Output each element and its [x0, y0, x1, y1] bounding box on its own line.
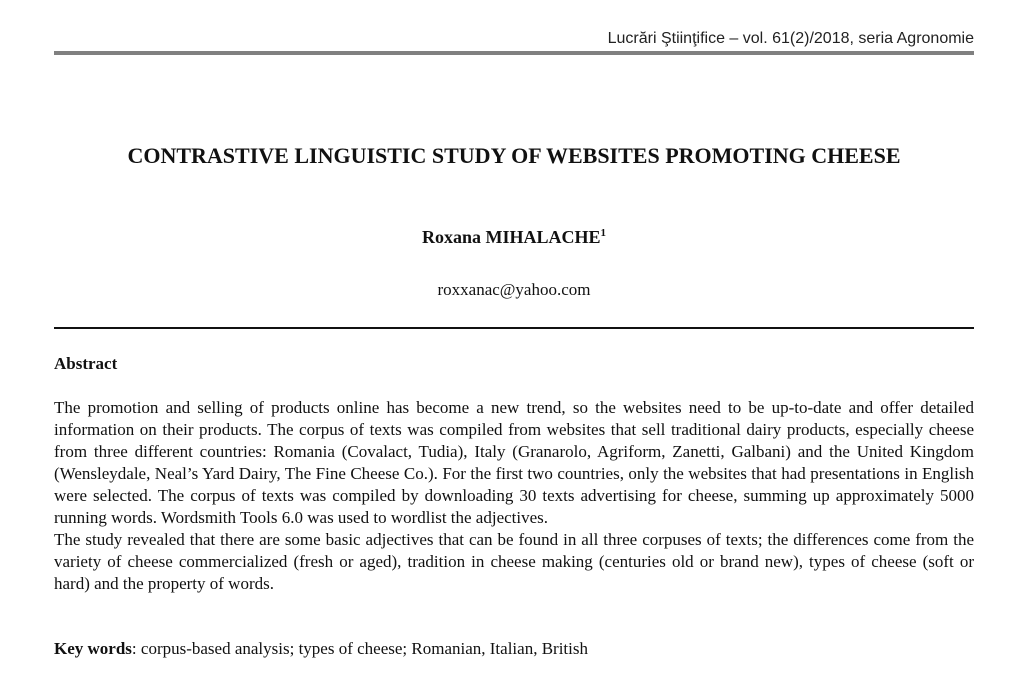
- abstract-paragraph: The study revealed that there are some basic adjectives that can be found in all three corpuses of texts; the differences come from the variety of cheese commercialized (fresh or aged), tradition in cheese making (centuries old or brand new), types of cheese (soft or hard) and the property of words.: [54, 530, 974, 593]
- abstract-paragraph: The promotion and selling of products online has become a new trend, so the websites need to be up-to-date and offer detailed information on their products. The corpus of texts was compiled from websites that sell traditional dairy products, especially cheese from three different countries: Romania (Covalact, Tudia), Italy (Granarolo, Agriform, Zanetti, Galbani) and the United Kingdom (Wensleydale, Neal’s Yard Dairy, The Fine Cheese Co.). For the first two countries, only the websites that had presentations in English were selected. The corpus of texts was compiled by downloading 30 texts advertising for cheese, summing up approximately 5000 running words. Wordsmith Tools 6.0 was used to wordlist the adjectives.: [54, 398, 974, 527]
- journal-header: Lucrări Ştiinţifice – vol. 61(2)/2018, seria Agronomie: [607, 30, 974, 47]
- author-name: Roxana MIHALACHE: [421, 227, 601, 247]
- author-affiliation-mark: 1: [600, 227, 606, 239]
- keywords-line: [54, 639, 974, 659]
- keywords-label: Key words: [54, 639, 132, 658]
- keywords-text: : corpus-based analysis; types of cheese; Romanian, Italian, British: [131, 639, 588, 658]
- author-line: [54, 227, 974, 248]
- author-email: roxxanac@yahoo.com: [437, 280, 591, 299]
- abstract-body: [54, 397, 974, 595]
- header-divider: [54, 51, 974, 55]
- section-divider: [54, 327, 974, 329]
- abstract-heading: Abstract: [54, 354, 118, 373]
- paper-title: CONTRASTIVE LINGUISTIC STUDY OF WEBSITES PROMOTING CHEESE: [127, 143, 901, 168]
